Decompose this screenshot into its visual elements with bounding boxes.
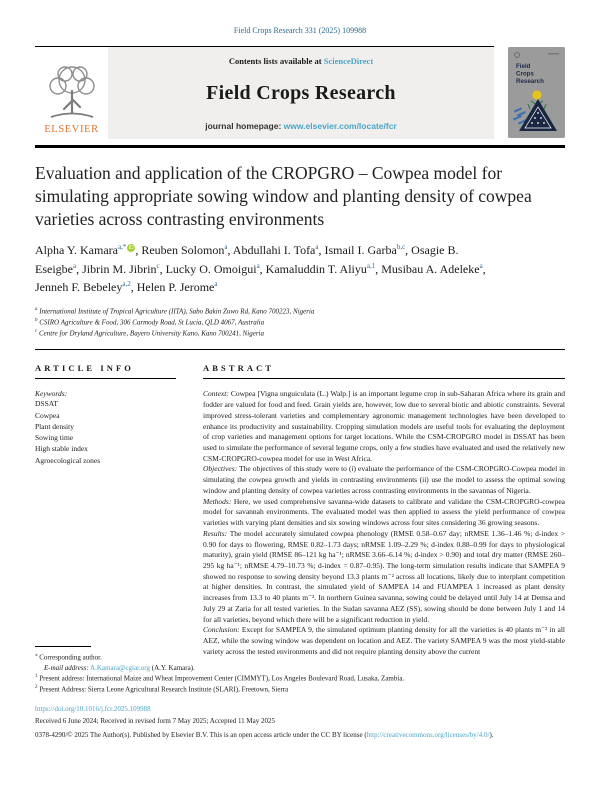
copyright-license: 0378-4290/© 2025 The Author(s). Published by Elsevier B.V. This is an open access article under the CC BY license (http://creativecommons.org/licenses/by/4.0/). bbox=[35, 730, 494, 739]
keyword: DSSAT bbox=[35, 399, 58, 409]
journal-cover-thumbnail bbox=[508, 47, 565, 143]
email-link[interactable]: A.Kamara@cgiar.org bbox=[90, 663, 150, 672]
article-title: Evaluation and application of the CROPGRO – Cowpea model for simulating appropriate sowing window and planting density of cowpea varieties across contrasting environments bbox=[35, 163, 532, 229]
journal-banner bbox=[108, 47, 494, 139]
info-top-rule bbox=[35, 349, 565, 351]
abstract-paragraph-methods: Methods: Here, we used comprehensive savanna-wide datasets to calibrate and validate the CSM-CROPGRO-cowpea model for savannah environments. The evaluated model was then applied to assess the yield performance of cowpea varieties with varying plant densities and six sowing windows across four sites considering 36 growing seasons. bbox=[203, 496, 565, 528]
affiliation: $^c$ Centre for Dryland Agriculture, Bayero University Kano, Kano 700241, Nigeria bbox=[35, 329, 265, 338]
footnote-corresponding: ⁎ Corresponding author. bbox=[35, 653, 102, 662]
author: Lucky O. Omoigui$^a$ bbox=[165, 261, 260, 276]
article-info-column bbox=[35, 363, 176, 657]
author: Alpha Y. Kamara$^{a,*}$ iD bbox=[35, 243, 134, 258]
article-info-heading: ARTICLE INFO bbox=[35, 363, 135, 374]
abstract-paragraph-context: Context: Cowpea [Vigna unguiculata (L.) Walp.] is an important legume crop in sub-Saharan Africa where its grain and fodder are valued for food and feed. Grain yields are, however, low due to several biotic and abiotic constraints. Several improved stress-tolerant varieties and complementary agronomic management technologies have been developed to enhance its productivity and sustainability. Cropping simulation models are useful tools for evaluating the deployment of crop varieties and management options for target locations. While the CSM-CROPGRO model in DSSAT has been used to simulate the performance of several legume crops, only a few studies have evaluated and used the relatively new CSM-CROPGRO-cowpea model for use in West Africa. bbox=[203, 389, 565, 463]
footnote-rule bbox=[35, 646, 91, 647]
journal-title: Field Crops Research bbox=[206, 82, 396, 104]
keyword: Sowing time bbox=[35, 433, 74, 443]
author: Kamaluddin T. Aliyu$^{a,1}$ bbox=[265, 261, 376, 276]
cover-sun-icon bbox=[532, 90, 541, 99]
keyword: High stable index bbox=[35, 444, 88, 454]
cover-title-line1: Field bbox=[516, 63, 531, 70]
page-footer bbox=[35, 646, 565, 741]
cc-license-link[interactable]: http://creativecommons.org/licenses/by/4.0/ bbox=[366, 730, 490, 739]
elsevier-tree-icon bbox=[43, 63, 101, 123]
abstract-text bbox=[203, 389, 565, 657]
affiliation: $^b$ CSIRO Agriculture & Food, 306 Carmody Road, St Lucia, QLD 4067, Australia bbox=[35, 318, 265, 327]
author: Ismail I. Garba$^{b,c}$ bbox=[324, 243, 406, 258]
journal-header bbox=[35, 46, 565, 143]
journal-citation: Field Crops Research 331 (2025) 109988 bbox=[233, 26, 367, 35]
elsevier-wordmark: ELSEVIER bbox=[44, 124, 99, 135]
author: Helen P. Jerome$^a$ bbox=[136, 280, 218, 295]
keyword: Cowpea bbox=[35, 410, 60, 420]
keyword: Agroecological zones bbox=[35, 455, 101, 465]
keyword: Plant density bbox=[35, 421, 74, 431]
journal-homepage-link[interactable]: www.elsevier.com/locate/fcr bbox=[283, 121, 397, 131]
orcid-icon[interactable]: iD bbox=[128, 245, 134, 252]
contents-line: Contents lists available at ScienceDirect bbox=[228, 56, 374, 66]
author: Musibau A. Adeleke$^a$ bbox=[381, 261, 483, 276]
sciencedirect-link[interactable]: ScienceDirect bbox=[323, 56, 374, 66]
footnote-email: E-mail address: A.Kamara@cgiar.org (A.Y. Kamara). bbox=[44, 663, 195, 672]
cover-title-line3: Research bbox=[516, 78, 544, 85]
affiliation-list bbox=[35, 306, 565, 340]
abstract-heading-rule bbox=[203, 378, 565, 379]
article-info-heading-rule bbox=[35, 378, 176, 379]
cover-title-line2: Crops bbox=[516, 70, 534, 78]
abstract-paragraph-conclusion: Conclusion: Except for SAMPEA 9, the simulated optimum planting density for all the varieties is 40 plants m⁻² in all AEZ, while the sowing window was dependent on location and AEZ. The variety SAMPEA 9 was the most yield-stable variety across the tested environments and did not require planting density above the current bbox=[203, 625, 565, 656]
abstract-paragraph-results: Results: The model accurately simulated cowpea phenology (RMSE 0.58–0.67 day; nRMSE 1.36–1.46 %; d-index > 0.90 for days to flowering, RMSE 0.82–1.73 days; nRMSE 1.09–2.29 %; d-index 0.88–0.99 for days to physiological maturity), grain yield (RMSE 86–121 kg ha⁻¹; nRMSE 3.66–6.14 %; d-index > 0.90) and total dry matter (RMSE 260–295 kg ha⁻¹; nRMSE 4.79–10.73 %; d-index = 0.87–0.95). The long-term simulation results indicate that SAMPEA 9 showed no response to sowing density beyond 13.3 plants m⁻² across all locations, likely due to interplant competition at higher densities. In contrast, the simulated yield of SAMPEA 14 and FUAMPEA 1 increased as plant density increases from 13.3 to 40 plants m⁻². In northern Guinea savanna, sowing could be delayed until July 14 at Demsa and July 29 at Zaria for all tested varieties. In the Sudan savanna AEZ (SS), sowing should be done between July 1 and 14 for all varieties, beyond which there will be a significant reduction in yield. bbox=[203, 528, 565, 624]
header-bottom-rule bbox=[35, 145, 565, 148]
author-list: Alpha Y. Kamara$^{a,*}$ iD , Reuben Solomon$^a$, Abdullahi I. Tofa$^a$, Ismail I. Garba$^{b,c}$, Osagie B. Eseigbe$^a$, Jibrin M. Jibrin$^c$, Lucky O. Omoigui$^a$, Kamaluddin T. Aliyu$^{a,1}$, Musibau A. Adeleke$^a$, Jenneh F. Bebeley$^{a,2}$, Helen P. Jerome$^a$ bbox=[35, 243, 486, 295]
affiliation: $^a$ International Institute of Tropical Agriculture (IITA), Sabo Bakin Zuwo Rd, Kano 700223, Nigeria bbox=[35, 307, 315, 316]
author: Reuben Solomon$^a$ bbox=[141, 243, 228, 258]
author: Jibrin M. Jibrin$^c$ bbox=[82, 261, 160, 276]
author: Abdullahi I. Tofa$^a$ bbox=[232, 243, 319, 258]
abstract-column bbox=[203, 363, 565, 657]
abstract-paragraph-objectives: Objectives: The objectives of this study were to (i) evaluate the performance of the CSM-CROPGRO-Cowpea model in simulating the cowpea growth and yields in contrasting environments (ii) use the model to assess the optimal sowing window and planting density of cowpea varieties across contrasting environments in the savannas of Nigeria. bbox=[203, 464, 565, 495]
author: Jenneh F. Bebeley$^{a,2}$ bbox=[35, 280, 131, 295]
received-dates: Received 6 June 2024; Received in revised form 7 May 2025; Accepted 11 May 2025 bbox=[35, 716, 276, 725]
doi-link[interactable]: https://doi.org/10.1016/j.fcr.2025.109988 bbox=[35, 704, 151, 713]
footnote-2: $^2$ Present Address: Sierra Leone Agricultural Research Institute (SLARI), Freetown, Sierra bbox=[35, 685, 289, 694]
author: Osagie B. Eseigbe$^a$ bbox=[35, 243, 459, 276]
abstract-heading: ABSTRACT bbox=[203, 363, 275, 374]
homepage-line: journal homepage: www.elsevier.com/locate/fcr bbox=[205, 121, 397, 131]
footnote-1: $^1$ Present address: International Maize and Wheat Improvement Center (CIMMYT), Los Angeles Boulevard Road, Lusaka, Zambia. bbox=[35, 674, 405, 683]
keywords-label: Keywords: bbox=[35, 389, 68, 399]
elsevier-logo bbox=[35, 47, 108, 139]
